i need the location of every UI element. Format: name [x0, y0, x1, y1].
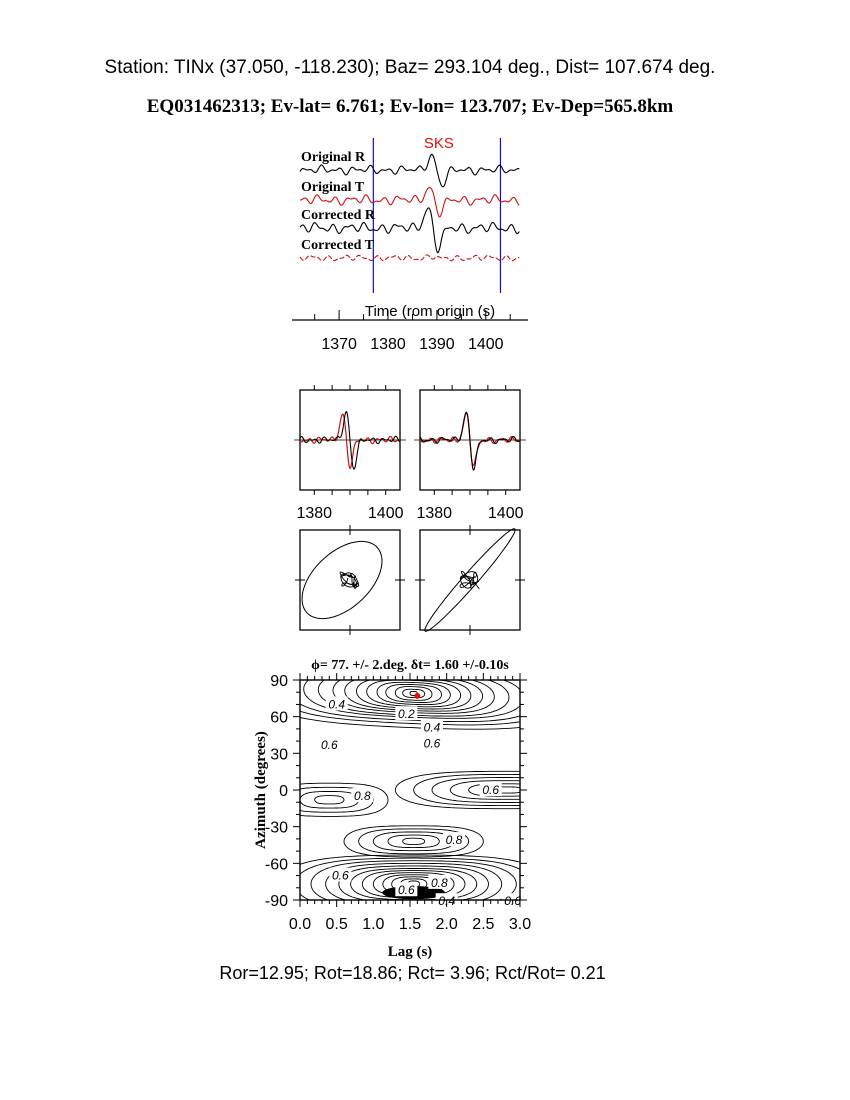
contour-label: 0.4	[423, 720, 441, 735]
x-tick-label: 3.0	[508, 916, 532, 933]
time-tick-label: 1370	[321, 336, 357, 353]
contour-4-0	[315, 796, 344, 804]
contour-label: 0.8	[430, 875, 448, 890]
contour-label: 0.4	[328, 697, 346, 712]
contour-2-5	[395, 771, 615, 808]
contour-0-2	[395, 687, 432, 701]
y-tick-label: 90	[270, 673, 288, 690]
trace-label-2: Corrected R	[301, 208, 375, 223]
overlay-tick-label: 1380	[416, 505, 453, 522]
x-tick-label: 2.0	[435, 916, 458, 933]
grid-search-panel	[252, 658, 615, 960]
pm-frame-original	[300, 530, 400, 630]
contour-label: 0.6	[320, 737, 338, 752]
contour-0-1	[403, 689, 425, 698]
x-axis-label: Lag (s)	[387, 944, 433, 960]
contour-0-4	[377, 682, 450, 704]
contour-2-3	[432, 778, 579, 803]
x-tick-label: 1.5	[398, 916, 422, 933]
y-tick-label: -60	[264, 856, 288, 874]
contour-2-4	[414, 774, 597, 805]
contour-label: 0.6	[482, 783, 500, 797]
y-tick-label: -30	[264, 819, 288, 837]
x-tick-label: 0.0	[288, 916, 312, 933]
contour-label: 0.6	[397, 883, 415, 898]
particle-motion-panel	[295, 525, 525, 635]
contour-3-0	[403, 838, 425, 844]
station-info-title: Station: TINx (37.050, -118.230); Baz= 293.104 deg., Dist= 107.674 deg.	[104, 57, 716, 78]
x-tick-label: 1.0	[362, 916, 385, 933]
overlay-tick-label: 1380	[296, 505, 333, 522]
trace-label-3: Corrected T	[301, 238, 374, 253]
contour-label: 0.6	[504, 894, 522, 909]
best-fit-marker	[414, 693, 420, 699]
grid-search-title: ϕ= 77. +/- 2.deg. δt= 1.60 +/-0.10s	[311, 658, 509, 673]
time-axis-label: Time (rom origin (s)	[364, 303, 496, 320]
time-tick-label: 1400	[467, 336, 504, 353]
contour-label: 0.6	[423, 736, 441, 751]
y-tick-label: -90	[264, 893, 288, 910]
contour-3-1	[388, 835, 439, 848]
contour-0-5	[367, 680, 461, 707]
x-tick-label: 2.5	[472, 916, 495, 933]
waveform-overlay-panel	[294, 385, 526, 522]
contour-group	[252, 658, 615, 914]
event-info-title: EQ031462313; Ev-lat= 6.761; Ev-lon= 123.707; Ev-Dep=565.8km	[146, 96, 674, 117]
contour-label: 0.8	[353, 789, 371, 804]
contour-label: 0.2	[397, 707, 415, 722]
contour-label: 0.6	[331, 868, 349, 883]
phase-label: SKS	[423, 135, 454, 152]
time-tick-label: 1390	[419, 336, 455, 353]
contour-label: 0.4	[438, 894, 456, 909]
y-tick-label: 0	[279, 783, 288, 800]
particle-motion-noise-original	[340, 572, 359, 588]
seismogram-panel	[292, 135, 528, 353]
overlay-radial-corrected	[420, 412, 520, 470]
y-axis-label: Azimuth (degrees)	[253, 731, 269, 849]
trace-corrected-t	[300, 255, 519, 261]
trace-label-0: Original R	[301, 150, 366, 165]
overlay-tick-label: 1400	[487, 505, 524, 522]
energy-ratio-summary: Ror=12.95; Rot=18.86; Rct= 3.96; Rct/Rot= 0.21	[219, 963, 606, 983]
y-tick-label: 30	[270, 746, 288, 764]
contour-4-1	[300, 792, 359, 809]
time-tick-label: 1380	[370, 336, 406, 353]
particle-motion-noise-corrected	[460, 571, 479, 589]
particle-motion-path-original	[302, 541, 382, 618]
contour-label: 0.8	[445, 833, 463, 848]
overlay-tick-label: 1400	[367, 505, 404, 522]
y-tick-label: 60	[270, 709, 288, 727]
trace-label-1: Original T	[301, 180, 365, 195]
x-tick-label: 0.5	[325, 916, 348, 933]
